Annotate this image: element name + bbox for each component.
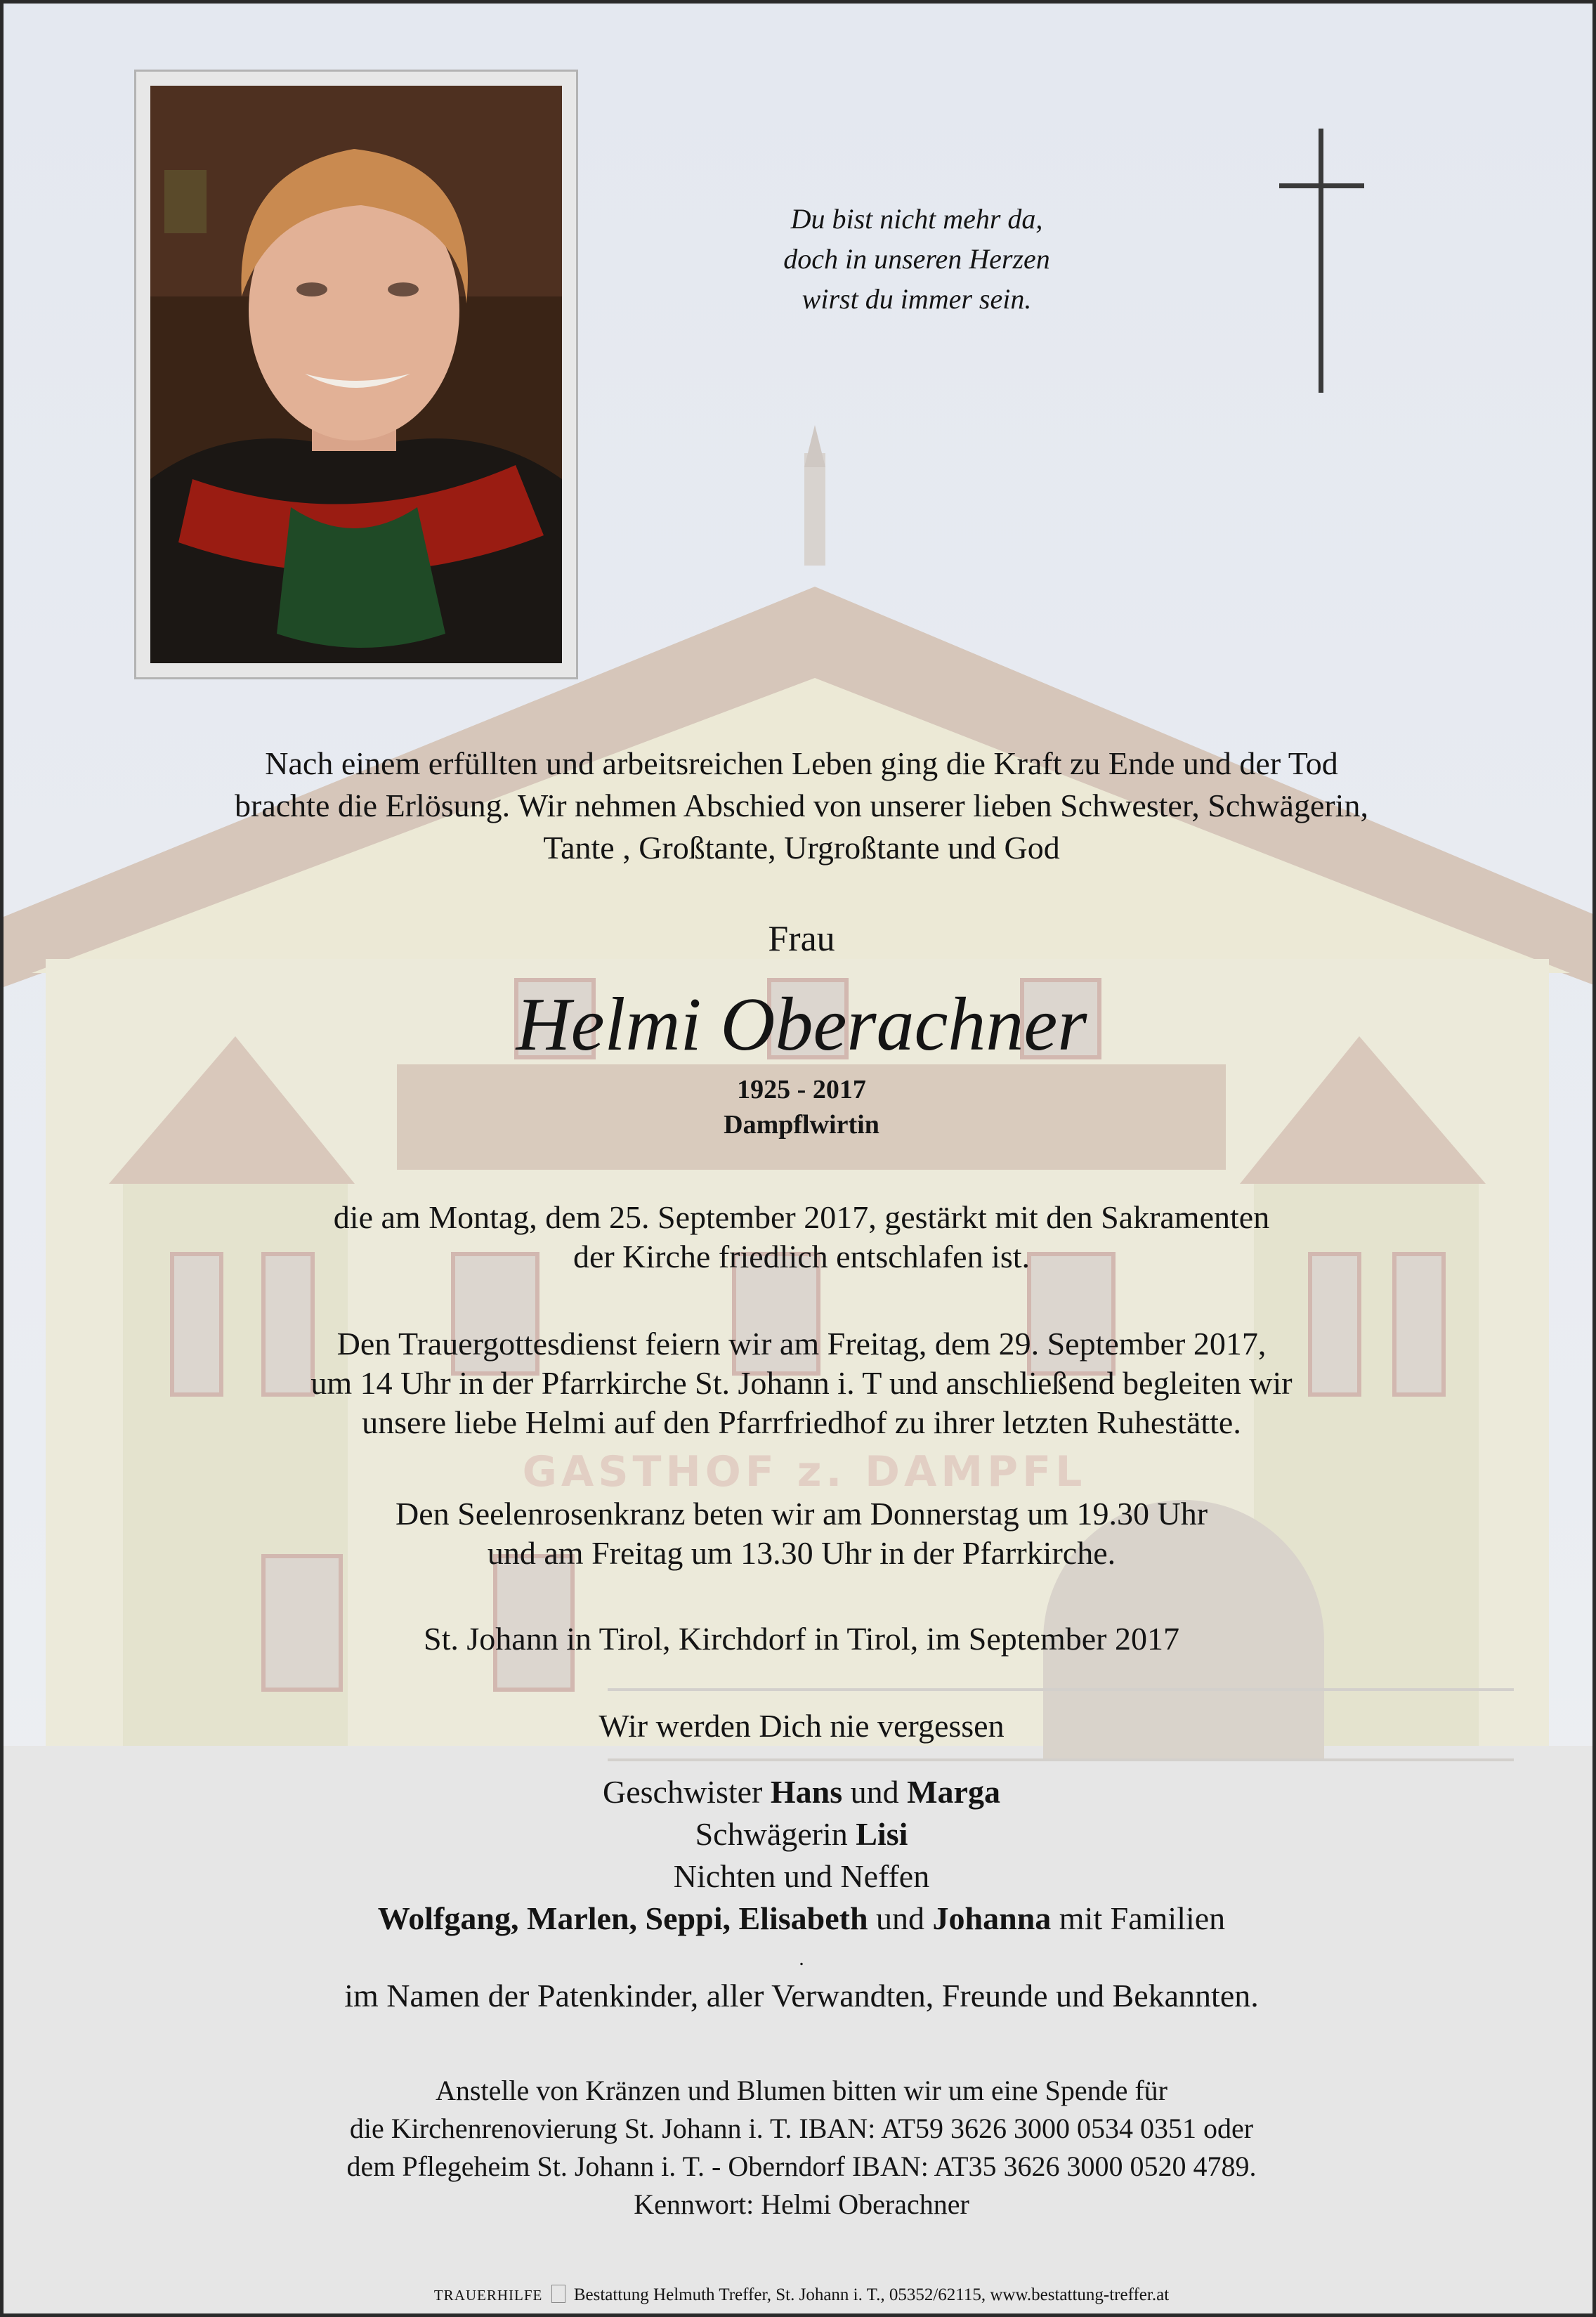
portrait-photo-frame [134,70,578,679]
footer-brand: TRAUERHILFE [433,2287,543,2304]
portrait-image [150,86,562,663]
donation-line: dem Pflegeheim St. Johann i. T. - Oberndorf IBAN: AT35 3626 3000 0520 4789. [346,2150,1257,2182]
death-notice-line: die am Montag, dem 25. September 2017, gestärkt mit den Sakramenten [333,1199,1270,1235]
quote-line: doch in unseren Herzen [783,243,1050,275]
quote-line: wirst du immer sein. [802,283,1032,315]
footer-text: Bestattung Helmuth Treffer, St. Johann i. T., 05352/62115, www.bestattung-treffer.at [573,2285,1170,2304]
sibling-name: Marga [907,1774,1000,1810]
rosary-line: Den Seelenrosenkranz beten wir am Donnerstag um 19.30 Uhr [395,1496,1208,1532]
salutation: Frau [768,919,835,959]
place-and-date: St. Johann in Tirol, Kirchdorf in Tirol, im September 2017 [424,1621,1179,1657]
mourners-closing: im Namen der Patenkinder, aller Verwandten, Freunde und Bekannten. [344,1978,1259,2013]
death-notice [81,1198,1522,1277]
occupation: Dampflwirtin [724,1110,879,1140]
background-sign-text: GASTHOF z. DAMPFL [522,1447,1087,1496]
donation-request [81,2072,1522,2224]
footer [4,2284,1596,2306]
sister-in-law-prefix: Schwägerin [695,1816,848,1852]
conjunction: und [850,1774,899,1810]
funeral-line: um 14 Uhr in der Pfarrkirche St. Johann i. T und anschließend begleiten wir [310,1365,1293,1401]
siblings-prefix: Geschwister [603,1774,763,1810]
donation-line: die Kirchenrenovierung St. Johann i. T. IBAN: AT59 3626 3000 0534 0351 oder [349,2113,1254,2144]
deceased-name: Helmi Oberachner [516,983,1087,1066]
mourners-siblings [81,1771,1522,1813]
cross-icon-bar [1279,183,1364,188]
life-years: 1925 - 2017 [737,1075,866,1104]
relative-name: Johanna [932,1900,1052,1936]
separator-dot: . [799,1947,804,1970]
sister-in-law-name: Lisi [856,1816,908,1852]
funeral-line: Den Trauergottesdienst feiern wir am Freitag, dem 29. September 2017, [336,1326,1267,1362]
funeral-line: unsere liebe Helmi auf den Pfarrfriedhof zu ihrer letzten Ruhestätte. [362,1404,1241,1440]
quote-line: Du bist nicht mehr da, [790,203,1043,235]
rosary-info [81,1494,1522,1573]
mourners-relatives [81,1898,1522,1940]
death-notice-line: der Kirche friedlich entschlafen ist. [573,1239,1031,1274]
conjunction: und [876,1900,925,1936]
mourners-sister-in-law [81,1813,1522,1855]
intro-line: Tante , Großtante, Urgroßtante und God [543,830,1060,866]
farewell-line: Wir werden Dich nie vergessen [598,1708,1005,1744]
memorial-quote [636,199,1198,319]
relatives-names: Wolfgang, Marlen, Seppi, Elisabeth [377,1900,868,1936]
donation-line: Anstelle von Kränzen und Blumen bitten wir um eine Spende für [436,2075,1167,2106]
cross-icon [1319,129,1323,393]
portrait-photo [150,86,562,663]
intro-paragraph [81,743,1522,869]
rosary-line: und am Freitag um 13.30 Uhr in der Pfarrkirche. [487,1535,1116,1571]
with-families: mit Familien [1059,1900,1226,1936]
intro-line: brachte die Erlösung. Wir nehmen Abschied von unserer lieben Schwester, Schwägerin, [235,788,1368,823]
donation-line: Kennwort: Helmi Oberachner [634,2188,969,2220]
sibling-name: Hans [770,1774,843,1810]
intro-line: Nach einem erfüllten und arbeitsreichen Leben ging die Kraft zu Ende und der Tod [265,745,1338,781]
funeral-info [81,1324,1522,1442]
mourners-nieces-nephews: Nichten und Neffen [673,1858,930,1894]
footer-logo-icon [551,2285,565,2303]
